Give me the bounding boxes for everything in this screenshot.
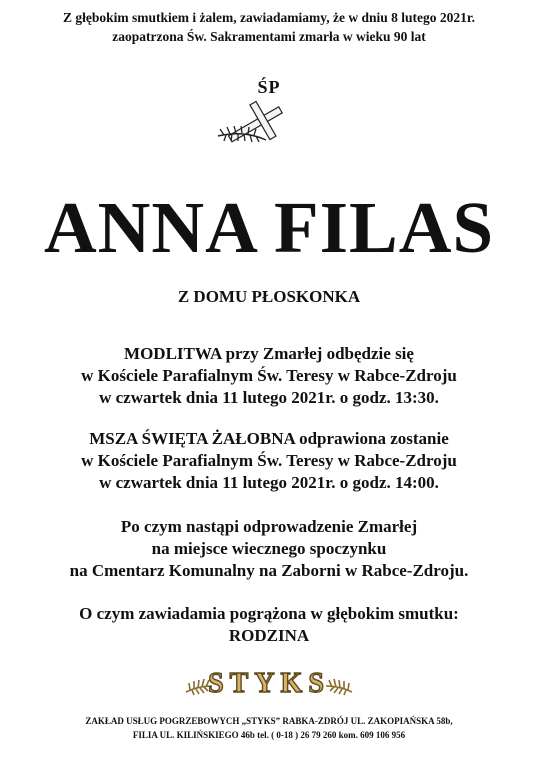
intro-line-1: Z głębokim smutkiem i żalem, zawiadamiamy, że w dniu 8 lutego 2021r. bbox=[63, 10, 475, 25]
procession-line-2: na miejsce wiecznego spoczynku bbox=[151, 539, 387, 558]
procession-info bbox=[0, 516, 538, 582]
closing-info bbox=[0, 603, 538, 647]
footer-line-1: ZAKŁAD USŁUG POGRZEBOWYCH „STYKS” RABKA-ZDRÓJ UL. ZAKOPIAŃSKA 58b, bbox=[85, 716, 453, 726]
sp-heading: ŚP bbox=[257, 77, 281, 97]
prayer-info bbox=[0, 343, 538, 409]
mass-line-2: w Kościele Parafialnym Św. Teresy w Rabce-Zdroju bbox=[81, 451, 457, 470]
logo-text: STYKS bbox=[208, 668, 330, 699]
mass-line-1-rest: odprawiona zostanie bbox=[294, 429, 449, 448]
mass-line-3: w czwartek dnia 11 lutego 2021r. o godz. 14:00. bbox=[99, 473, 439, 492]
procession-line-1: Po czym nastąpi odprowadzenie Zmarłej bbox=[120, 517, 418, 536]
mass-title: MSZA ŚWIĘTA ŻAŁOBNA bbox=[89, 429, 295, 448]
cross-with-palm-icon bbox=[214, 100, 294, 156]
deceased-name: ANNA FILAS bbox=[43, 187, 495, 268]
prayer-line-3: w czwartek dnia 11 lutego 2021r. o godz. 13:30. bbox=[99, 388, 439, 407]
closing-line-1: O czym zawiadamia pogrążona w głębokim smutku: bbox=[79, 604, 459, 623]
procession-line-3: na Cmentarz Komunalny na Zaborni w Rabce-Zdroju. bbox=[69, 561, 469, 580]
funeral-home-footer bbox=[0, 714, 538, 742]
intro-text bbox=[0, 8, 538, 46]
mass-info bbox=[0, 428, 538, 494]
intro-line-2: zaopatrzona Św. Sakramentami zmarła w wieku 90 lat bbox=[112, 29, 426, 44]
closing-family: RODZINA bbox=[228, 626, 310, 645]
footer-line-2: FILIA UL. KILIŃSKIEGO 46b tel. ( 0-18 ) 26 79 260 kom. 609 106 956 bbox=[132, 730, 406, 740]
mass-line-1 bbox=[0, 428, 538, 450]
prayer-line-1: MODLITWA przy Zmarłej odbędzie się bbox=[124, 344, 414, 363]
prayer-line-2: w Kościele Parafialnym Św. Teresy w Rabce-Zdroju bbox=[81, 366, 457, 385]
styks-logo bbox=[184, 664, 354, 700]
maiden-name: Z DOMU PŁOSKONKA bbox=[177, 287, 361, 306]
